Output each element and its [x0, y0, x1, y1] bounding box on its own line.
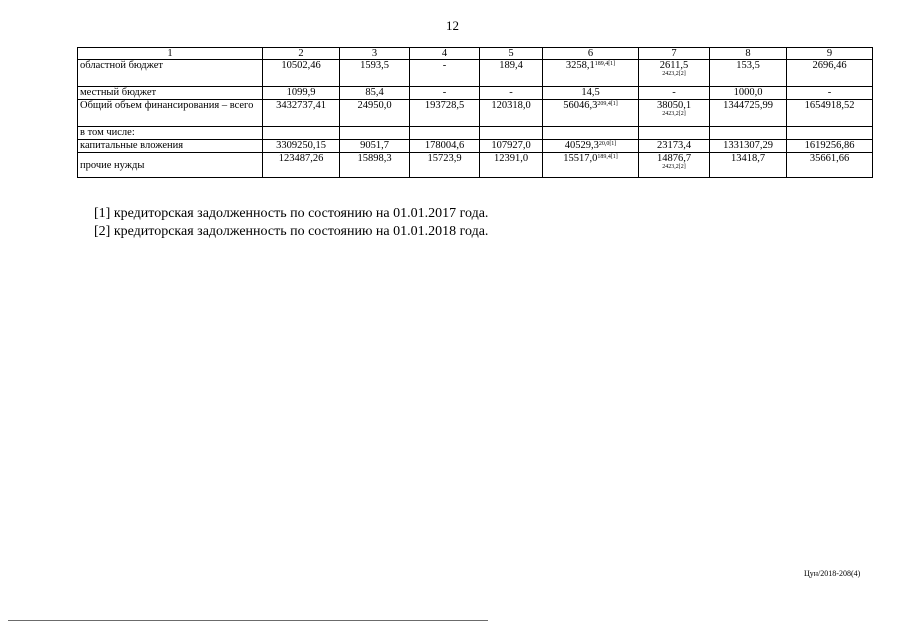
table-cell: -	[480, 87, 543, 100]
footnotes	[94, 205, 488, 241]
document-code: Цун/2018-208(4)	[804, 569, 861, 578]
table-row	[78, 127, 873, 140]
table-cell	[639, 100, 710, 127]
footnote-reference: 189,4[1]	[597, 154, 618, 160]
footnote-note: 2423,2[2]	[662, 164, 686, 170]
table-cell: 120318,0	[480, 100, 543, 127]
cell-value: 56046,3	[563, 100, 598, 111]
table-row	[78, 153, 873, 178]
table-cell: 2696,46	[787, 60, 873, 87]
table-cell: 178004,6	[410, 140, 480, 153]
table-cell: 1619256,86	[787, 140, 873, 153]
table-cell	[787, 127, 873, 140]
footnote-2: [2] кредиторская задолженность по состоянию на 01.01.2018 года.	[94, 224, 489, 239]
column-header: 8	[710, 48, 787, 60]
cell-value: 2611,5	[659, 60, 689, 71]
table-cell	[480, 127, 543, 140]
table-cell: 85,4	[340, 87, 410, 100]
table-cell: 12391,0	[480, 153, 543, 178]
table-row	[78, 60, 873, 87]
table-cell: 3432737,41	[263, 100, 340, 127]
table-cell	[543, 127, 639, 140]
row-label: областной бюджет	[78, 60, 263, 87]
footnote-note: 2423,2[2]	[662, 71, 686, 77]
column-header: 1	[78, 48, 263, 60]
cell-value: 15517,0	[563, 153, 598, 164]
cell-value: 3258,1	[565, 60, 595, 71]
footnote-note: 2423,2[2]	[662, 111, 686, 117]
table-cell: 153,5	[710, 60, 787, 87]
footnote-reference: 189,4[1]	[594, 61, 616, 67]
cell-value: 40529,3	[564, 140, 599, 151]
table-cell: 14,5	[543, 87, 639, 100]
table-cell: 9051,7	[340, 140, 410, 153]
column-header: 9	[787, 48, 873, 60]
table-cell: 15898,3	[340, 153, 410, 178]
table-cell: 189,4	[480, 60, 543, 87]
footnote-1: [1] кредиторская задолженность по состоянию на 01.01.2017 года.	[94, 206, 489, 221]
column-header: 6	[543, 48, 639, 60]
row-label: Общий объем финансирования – всего	[78, 100, 263, 127]
table-header-row	[78, 48, 873, 60]
table-cell	[543, 60, 639, 87]
cell-value: 14876,7	[656, 153, 692, 164]
table-cell: -	[639, 87, 710, 100]
table-cell	[340, 127, 410, 140]
table-cell: 10502,46	[263, 60, 340, 87]
table-cell	[543, 140, 639, 153]
table-cell: 1000,0	[710, 87, 787, 100]
row-label: местный бюджет	[78, 87, 263, 100]
table-cell: 107927,0	[480, 140, 543, 153]
table-cell: -	[787, 87, 873, 100]
column-header: 2	[263, 48, 340, 60]
row-label: в том числе:	[78, 127, 263, 140]
table-cell: 24950,0	[340, 100, 410, 127]
bottom-divider	[8, 620, 488, 621]
column-header: 7	[639, 48, 710, 60]
row-label: прочие нужды	[78, 153, 263, 178]
table-cell	[543, 153, 639, 178]
table-cell	[639, 60, 710, 87]
financing-table	[77, 47, 873, 178]
table-cell: -	[410, 87, 480, 100]
row-label: капитальные вложения	[78, 140, 263, 153]
table-cell: 15723,9	[410, 153, 480, 178]
table-cell: 1331307,29	[710, 140, 787, 153]
table-cell: 35661,66	[787, 153, 873, 178]
page-number: 12	[446, 18, 459, 33]
table-cell: 13418,7	[710, 153, 787, 178]
table-cell	[263, 127, 340, 140]
table-cell: 1593,5	[340, 60, 410, 87]
table-cell	[410, 127, 480, 140]
column-header: 3	[340, 48, 410, 60]
table-cell: 1344725,99	[710, 100, 787, 127]
table-cell	[639, 127, 710, 140]
table-row	[78, 140, 873, 153]
footnote-reference: 20,0[1]	[598, 141, 617, 147]
table-cell: 123487,26	[263, 153, 340, 178]
table-cell: 3309250,15	[263, 140, 340, 153]
column-header: 5	[480, 48, 543, 60]
table-cell	[639, 153, 710, 178]
column-header: 4	[410, 48, 480, 60]
table-cell	[543, 100, 639, 127]
table-cell: 23173,4	[639, 140, 710, 153]
table-cell: 1654918,52	[787, 100, 873, 127]
cell-value: 38050,1	[656, 100, 692, 111]
table-cell	[710, 127, 787, 140]
table-cell: 193728,5	[410, 100, 480, 127]
table-row	[78, 87, 873, 100]
table-row	[78, 100, 873, 127]
table-cell: -	[410, 60, 480, 87]
footnote-reference: 209,4[1]	[597, 101, 618, 107]
table-cell: 1099,9	[263, 87, 340, 100]
